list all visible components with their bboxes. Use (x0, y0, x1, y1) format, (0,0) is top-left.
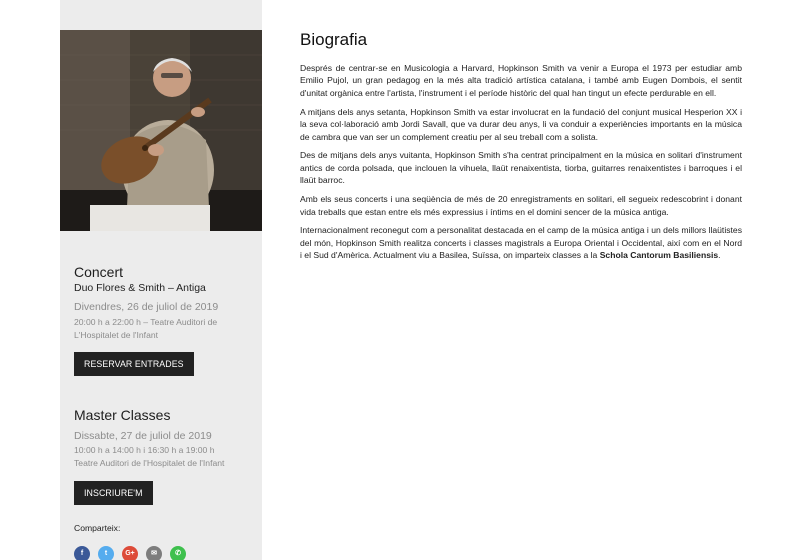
master-classes-venue: Teatre Auditori de l'Hospitalet de l'Infant (74, 458, 225, 468)
biography-paragraph-text: Internacionalment reconegut com a personalitat destacada en el camp de la música antiga i un dels millors llaütistes del món, Hopkinson Smith realitza concerts i classes magistrals a Europa Oriental i Occidental, així com en el Nord i el Sud d'Amèrica. Actualment viu a Basilea, Suïssa, on imparteix classes a la (300, 225, 742, 261)
school-name: Schola Cantorum Basiliensis (599, 250, 719, 261)
reserve-tickets-button[interactable]: RESERVAR ENTRADES (74, 352, 194, 376)
biography-paragraph: A mitjans dels anys setanta, Hopkinson Smith va estar involucrat en la fundació del conjunt musical Hesperion XX i la seva col·laboració amb Jordi Savall, que va durar deu anys, li va conduir a experiències importants en la música de cambra que van ser un complement creatiu per al seu treball com a solista. (300, 106, 742, 142)
whatsapp-share-icon[interactable]: ✆ (170, 546, 186, 560)
google-plus-share-icon[interactable]: G+ (122, 546, 138, 560)
twitter-share-icon[interactable]: t (98, 546, 114, 560)
biography-paragraph-end: . (718, 250, 721, 261)
biography-title: Biografia (300, 30, 368, 49)
facebook-share-icon[interactable]: f (74, 546, 90, 560)
biography-section (300, 30, 742, 268)
master-classes-heading: Master Classes (74, 407, 171, 423)
concert-heading: Concert (74, 264, 124, 280)
share-label: Comparteix: (74, 523, 121, 533)
biography-paragraph: Des de mitjans dels anys vuitanta, Hopkinson Smith s'ha centrat principalment en la música en solitari d'instrument antics de corda polsada, que inclouen la vihuela, llaüt renaixentista, tiorba, guitarres renaixentistes i barroques i el llaüt barroc. (300, 150, 742, 186)
concert-date: Divendres, 26 de juliol de 2019 (74, 301, 219, 313)
email-share-icon[interactable]: ✉ (146, 546, 162, 560)
concert-subtitle: Duo Flores & Smith – Antiga (74, 282, 206, 294)
biography-paragraph: Després de centrar-se en Musicologia a Harvard, Hopkinson Smith va venir a Europa el 1973 per estudiar amb Emilio Pujol, un gran pedagog en la més alta tradició artística catalana, i també amb Eugen Dombois, el sentit d'unitat orgànica entre l'artista, l'instrument i el període històric del qual han tingut un efecte perdurable en ell. (300, 63, 742, 98)
concert-time-venue: 20:00 h a 22:00 h – Teatre Auditori de L'Hospitalet de l'Infant (74, 317, 218, 340)
enroll-button[interactable]: INSCRIURE'M (74, 481, 153, 505)
biography-paragraph: Amb els seus concerts i una seqüència de més de 20 enregistraments en solitari, ell segueix redescobrint i donant vida treballs que estan entre els més expressius i íntims en el domini sencer de la música antiga. (300, 194, 742, 217)
artist-photo (60, 30, 262, 231)
master-classes-times: 10:00 h a 14:00 h i 16:30 h a 19:00 h (74, 445, 215, 455)
master-classes-date: Dissabte, 27 de juliol de 2019 (74, 430, 212, 442)
biography-paragraph (300, 224, 742, 261)
